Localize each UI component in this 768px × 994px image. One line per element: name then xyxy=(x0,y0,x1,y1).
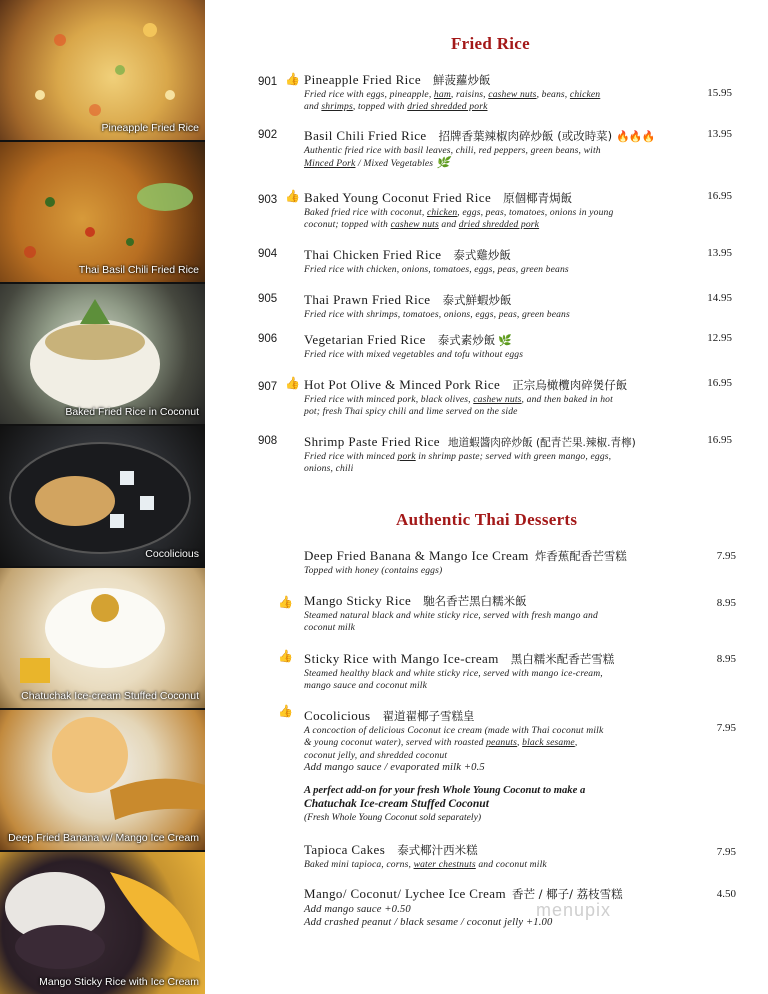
mango-rice-shape xyxy=(0,852,205,994)
thumbs-up-icon: 👍 xyxy=(285,72,300,86)
item-name: Baked Young Coconut Fried Rice xyxy=(304,190,492,205)
item-number: 905 xyxy=(258,293,278,305)
item-name: Vegetarian Fried Rice xyxy=(304,332,426,347)
item-chinese-name: 香芒 / 椰子/ 荔枝雪糕 xyxy=(511,887,623,901)
item-description: Steamed natural black and white sticky rice, served with fresh mango and coconut milk xyxy=(304,610,598,634)
item-title xyxy=(304,72,491,88)
item-number: 902 xyxy=(258,129,278,141)
coconut-shape xyxy=(0,284,205,424)
item-chinese-name: 馳名香芒黑白糯米飯 xyxy=(423,594,527,608)
thumbs-up-icon: 👍 xyxy=(285,376,300,390)
item-price: 8.95 xyxy=(716,653,736,665)
dessert-plate xyxy=(0,426,205,566)
item-description: Fried rice with shrimps, tomatoes, onions, eggs, peas, green beans xyxy=(304,309,570,320)
item-chinese-name: 翟道翟椰子雪糕皇 xyxy=(382,709,475,723)
banana-shape xyxy=(0,710,205,850)
section-title-desserts: Authentic Thai Desserts xyxy=(396,510,578,529)
photo-cocolicious xyxy=(0,426,205,566)
item-title xyxy=(304,190,572,206)
addon-promo: A perfect add-on for your fresh Whole Young Coconut to make a Chatuchak Ice-cream Stuffed Coconut xyxy=(304,785,586,810)
item-number: 904 xyxy=(258,248,278,260)
item-price: 7.95 xyxy=(716,846,736,858)
vegetarian-leaf-icon: 🌿 xyxy=(498,335,513,347)
item-chinese-name: 泰式雞炒飯 xyxy=(453,248,511,262)
thumbs-up-icon: 👍 xyxy=(285,189,300,203)
item-title xyxy=(304,377,627,393)
item-name: Mango/ Coconut/ Lychee Ice Cream xyxy=(304,886,506,901)
item-chinese-name: 鮮菠蘿炒飯 xyxy=(433,73,491,87)
item-title xyxy=(304,548,627,564)
section-title-fried-rice: Fried Rice xyxy=(451,34,530,53)
item-title xyxy=(304,247,511,263)
item-price: 7.95 xyxy=(716,550,736,562)
item-name: Tapioca Cakes xyxy=(304,842,386,857)
item-title xyxy=(304,332,512,348)
photo-caption: Chatuchak Ice-cream Stuffed Coconut xyxy=(21,690,199,702)
item-chinese-name: 泰式椰汁西米糕 xyxy=(397,843,478,857)
item-name: Sticky Rice with Mango Ice-cream xyxy=(304,651,499,666)
photo-caption: Deep Fried Banana w/ Mango Ice Cream xyxy=(8,832,199,844)
item-price: 4.50 xyxy=(716,888,736,900)
item-name: Thai Chicken Fried Rice xyxy=(304,247,442,262)
item-price: 13.95 xyxy=(707,247,732,259)
item-description: Authentic fried rice with basil leaves, chili, red peppers, green beans, with Minced Pork / Mixed Vegetables 🌿 xyxy=(304,145,601,170)
photo-caption: Mango Sticky Rice with Ice Cream xyxy=(39,976,199,988)
item-number: 903 xyxy=(258,194,278,206)
item-description: Fried rice with eggs, pineapple, ham, raisins, cashew nuts, beans, chicken and shrimps, topped with dried shredded pork xyxy=(304,89,601,113)
item-title xyxy=(304,434,636,450)
item-description: A concoction of delicious Coconut ice cream (made with Thai coconut milk & young coconut water), served with roasted peanuts, black sesame, coconut jelly, and shredded coconut Add mango sauce / evaporated milk +0.5 xyxy=(304,725,604,774)
item-description: Topped with honey (contains eggs) xyxy=(304,565,443,576)
item-name: Thai Prawn Fried Rice xyxy=(304,292,431,307)
rice-texture xyxy=(0,0,205,140)
item-chinese-name: 原個椰青焗飯 xyxy=(503,191,573,205)
photo-caption: Baked Fried Rice in Coconut xyxy=(65,406,199,418)
item-number: 906 xyxy=(258,333,278,345)
photo-chatuchak-ice-cream xyxy=(0,568,205,708)
item-description: Baked mini tapioca, corns, water chestnuts and coconut milk xyxy=(304,859,547,870)
item-number: 907 xyxy=(258,381,278,393)
photo-mango-sticky-rice xyxy=(0,852,205,994)
item-name: Cocolicious xyxy=(304,708,371,723)
item-name: Basil Chili Fried Rice xyxy=(304,128,427,143)
item-name: Mango Sticky Rice xyxy=(304,593,412,608)
photo-caption: Cocolicious xyxy=(145,548,199,560)
item-title xyxy=(304,651,614,667)
item-description: Fried rice with chicken, onions, tomatoes, eggs, peas, green beans xyxy=(304,264,569,275)
item-price: 14.95 xyxy=(707,292,732,304)
item-chinese-name: 正宗烏橄欖肉碎煲仔飯 xyxy=(512,378,628,392)
item-number: 908 xyxy=(258,435,278,447)
item-description: Baked fried rice with coconut, chicken, eggs, peas, tomatoes, onions in young coconut; topped with cashew nuts and dried shredded pork xyxy=(304,207,614,231)
item-description: Add mango sauce +0.50 Add crashed peanut / black sesame / coconut jelly +1.00 xyxy=(304,904,553,928)
item-title xyxy=(304,292,511,308)
vegetarian-leaf-icon: 🌿 xyxy=(436,157,451,170)
photo-caption: Thai Basil Chili Fried Rice xyxy=(78,264,199,276)
item-price: 16.95 xyxy=(707,434,732,446)
photo-column xyxy=(0,0,205,994)
item-chinese-name: 招牌香葉辣椒肉碎炒飯 (或改時菜) xyxy=(438,129,613,143)
item-price: 12.95 xyxy=(707,332,732,344)
addon-note: (Fresh Whole Young Coconut sold separately) xyxy=(304,812,482,823)
ice-cream-shape xyxy=(0,568,205,708)
item-price: 8.95 xyxy=(716,597,736,609)
chili-icon: 🔥🔥🔥 xyxy=(616,131,655,143)
photo-baked-fried-rice-in-coconut xyxy=(0,284,205,424)
thumbs-up-icon: 👍 xyxy=(278,649,293,663)
thumbs-up-icon: 👍 xyxy=(278,595,293,609)
item-name: Shrimp Paste Fried Rice xyxy=(304,434,440,449)
item-title xyxy=(304,842,478,858)
item-description: Steamed healthy black and white sticky rice, served with mango ice-cream, mango sauce and coconut milk xyxy=(304,668,603,692)
item-chinese-name: 炸香蕉配香芒雪糕 xyxy=(534,549,627,563)
item-chinese-name: 黑白糯米配香芒雪糕 xyxy=(510,652,615,666)
photo-deep-fried-banana xyxy=(0,710,205,850)
item-number: 901 xyxy=(258,76,278,88)
item-description: Fried rice with minced pork in shrimp paste; served with green mango, eggs, onions, chili xyxy=(304,451,612,475)
photo-pineapple-fried-rice xyxy=(0,0,205,140)
item-price: 13.95 xyxy=(707,128,732,140)
item-description: Fried rice with mixed vegetables and tofu without eggs xyxy=(304,349,524,360)
thumbs-up-icon: 👍 xyxy=(278,704,293,718)
item-price: 16.95 xyxy=(707,190,732,202)
rice-texture xyxy=(0,142,205,282)
item-name: Deep Fried Banana & Mango Ice Cream xyxy=(304,548,529,563)
watermark: menupix xyxy=(536,900,612,920)
item-title xyxy=(304,593,527,609)
item-title xyxy=(304,708,475,724)
item-chinese-name: 泰式素炒飯 xyxy=(437,333,496,347)
item-chinese-name: 地道蝦醬肉碎炒飯 (配青芒果.辣椒.青檸) xyxy=(447,437,636,449)
item-price: 7.95 xyxy=(716,722,736,734)
item-description: Fried rice with minced pork, black olives, cashew nuts, and then baked in hot pot; fresh Thai spicy chili and lime served on the side xyxy=(304,394,613,418)
item-price: 15.95 xyxy=(707,87,732,99)
item-title xyxy=(304,128,654,144)
item-name: Hot Pot Olive & Minced Pork Rice xyxy=(304,377,501,392)
item-price: 16.95 xyxy=(707,377,732,389)
item-name: Pineapple Fried Rice xyxy=(304,72,422,87)
photo-caption: Pineapple Fried Rice xyxy=(101,122,199,134)
item-chinese-name: 泰式鮮蝦炒飯 xyxy=(442,293,512,307)
photo-basil-chili-fried-rice xyxy=(0,142,205,282)
